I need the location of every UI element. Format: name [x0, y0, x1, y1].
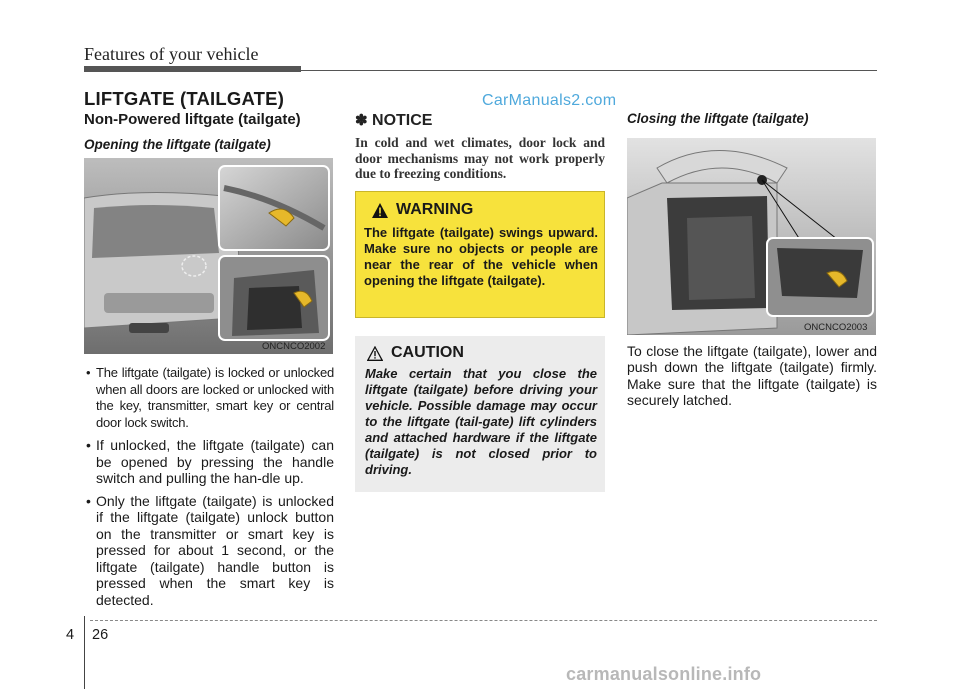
caution-title: CAUTION: [391, 344, 464, 361]
warning-title: WARNING: [396, 201, 474, 218]
closing-heading: Closing the liftgate (tailgate): [627, 111, 809, 126]
closing-illustration: [627, 138, 876, 335]
site-watermark[interactable]: CarManuals2.com: [482, 92, 617, 109]
warning-box: [355, 191, 605, 318]
figure-code: ONCNCO2003: [804, 322, 868, 333]
notice-title: NOTICE: [372, 112, 433, 129]
caution-text: Make certain that you close the liftgate (tailgate) before driving your vehicle. Possible damage may occur to the liftgate (tail-gate) lift cylinders and attached hardware if the liftgate (tailgate) is not closed prior to driving.: [365, 366, 597, 477]
notice-text: In cold and wet climates, door lock and door mechanisms may not work properly due to freezing conditions.: [355, 135, 605, 181]
section-number: 4: [66, 627, 75, 643]
list-item: • If unlocked, the liftgate (tailgate) can be opened by pressing the handle switch and pulling the han-dle up.: [84, 437, 334, 487]
closing-text: To close the liftgate (tailgate), lower and push down the liftgate (tailgate) firmly. Make sure that the liftgate (tailgate) is securely latched.: [627, 343, 877, 408]
header-rule: [301, 70, 877, 71]
list-item: • The liftgate (tailgate) is locked or unlocked when all doors are locked or unlocked with the key, transmitter, smart key or central door lock switch.: [84, 365, 334, 431]
caution-box: [355, 336, 605, 492]
warning-heading: [372, 201, 473, 219]
page-number: 26: [92, 627, 109, 643]
subsection-title: Non-Powered liftgate (tailgate): [84, 111, 301, 128]
footer-watermark[interactable]: carmanualsonline.info: [566, 664, 762, 684]
caution-triangle-icon: [367, 346, 383, 361]
footer-rule: [90, 620, 877, 621]
notice-heading: [355, 111, 432, 130]
caution-heading: [367, 344, 464, 362]
list-item: • Only the liftgate (tailgate) is unlocked if the liftgate (tailgate) unlock button on the transmitter or smart key is pressed for about 1 second, or the liftgate (tailgate) handle button is pressed when the smart key is detected.: [84, 493, 334, 609]
opening-bullet-list: [84, 365, 334, 614]
closing-liftgate-figure: [627, 138, 876, 335]
running-header: Features of your vehicle: [84, 44, 259, 64]
section-title: LIFTGATE (TAILGATE): [84, 88, 285, 109]
opening-liftgate-figure: [84, 158, 333, 354]
notice-icon: ✽: [355, 112, 368, 129]
warning-text: The liftgate (tailgate) swings upward. Make sure no objects or people are near the rear of the vehicle when opening the liftgate (tailgate).: [364, 225, 598, 288]
footer-divider: [84, 616, 85, 689]
header-bar: [84, 66, 301, 72]
opening-heading: Opening the liftgate (tailgate): [84, 137, 271, 152]
opening-illustration: [84, 158, 333, 354]
warning-triangle-icon: [372, 203, 388, 218]
figure-code: ONCNCO2002: [262, 341, 326, 352]
